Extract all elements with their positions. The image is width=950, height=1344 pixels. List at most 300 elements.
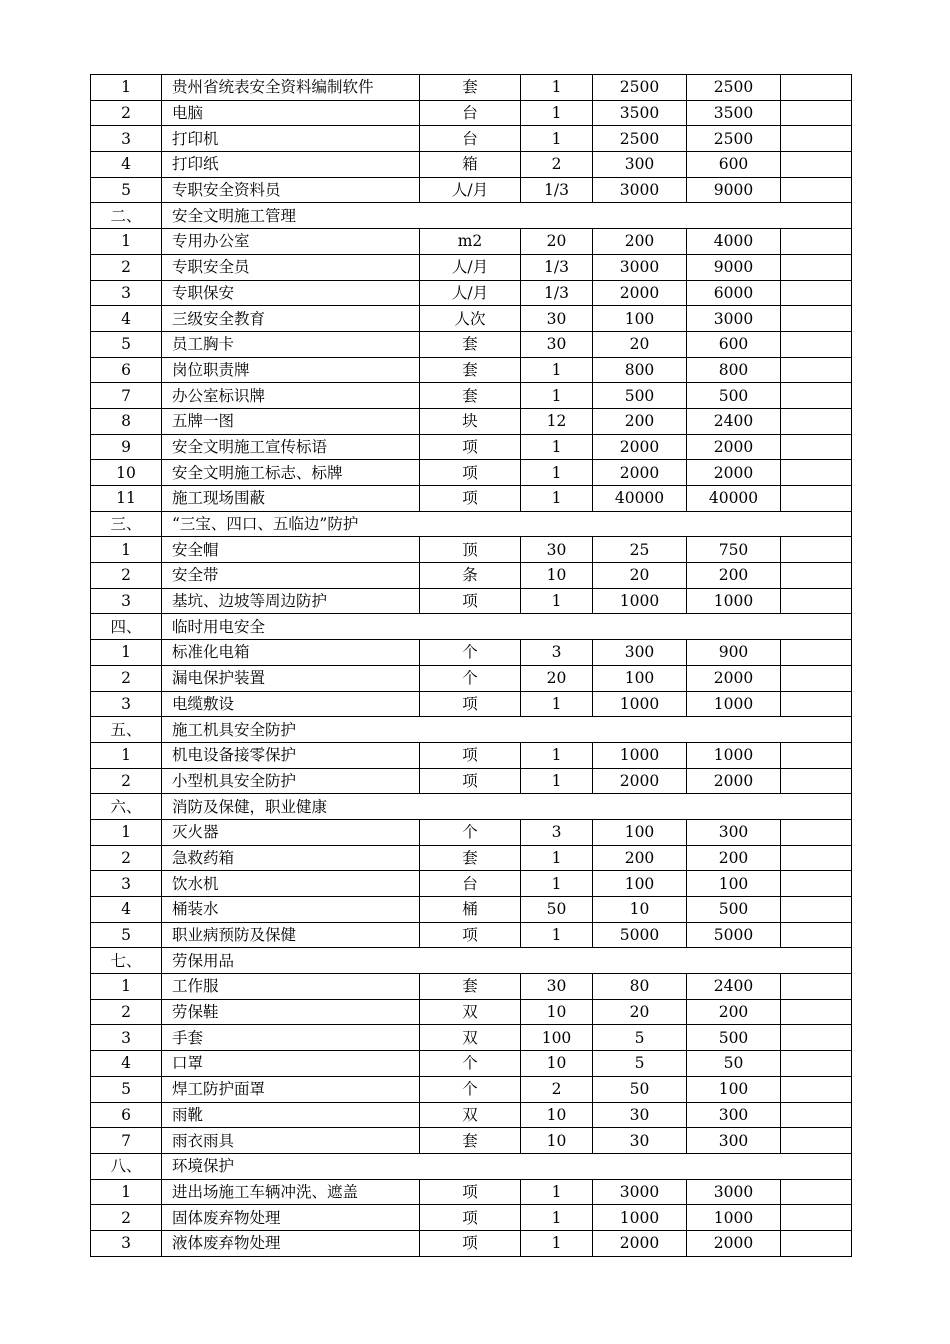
item-number: 4 (91, 306, 162, 332)
section-row (91, 717, 852, 743)
item-remark (781, 845, 852, 871)
item-remark (781, 1128, 852, 1154)
item-quantity: 1 (521, 75, 593, 101)
item-remark (781, 177, 852, 203)
item-number: 4 (91, 897, 162, 923)
section-number: 六、 (91, 794, 162, 820)
item-unit-price: 2000 (593, 280, 687, 306)
item-name: 打印纸 (162, 152, 420, 178)
item-quantity: 1 (521, 768, 593, 794)
item-unit-price: 25 (593, 537, 687, 563)
item-name: 劳保鞋 (162, 999, 420, 1025)
item-number: 5 (91, 177, 162, 203)
item-number: 1 (91, 819, 162, 845)
item-name: 漏电保护装置 (162, 665, 420, 691)
item-number: 5 (91, 922, 162, 948)
item-total: 9000 (687, 254, 781, 280)
item-total: 500 (687, 383, 781, 409)
item-remark (781, 665, 852, 691)
item-remark (781, 640, 852, 666)
item-total: 9000 (687, 177, 781, 203)
item-number: 3 (91, 280, 162, 306)
section-title: 消防及保健，职业健康 (162, 794, 852, 820)
item-number: 2 (91, 999, 162, 1025)
table-row (91, 922, 852, 948)
item-remark (781, 229, 852, 255)
item-name: 电缆敷设 (162, 691, 420, 717)
item-unit-price: 3000 (593, 177, 687, 203)
item-name: 施工现场围蔽 (162, 486, 420, 512)
item-unit-price: 300 (593, 640, 687, 666)
item-remark (781, 357, 852, 383)
item-unit-price: 500 (593, 383, 687, 409)
table-body (91, 75, 852, 1257)
table-row (91, 254, 852, 280)
item-total: 1000 (687, 742, 781, 768)
item-remark (781, 768, 852, 794)
item-quantity: 1 (521, 1179, 593, 1205)
item-quantity: 1/3 (521, 177, 593, 203)
table-row (91, 1076, 852, 1102)
section-number: 七、 (91, 948, 162, 974)
section-number: 五、 (91, 717, 162, 743)
table-row (91, 486, 852, 512)
item-number: 2 (91, 254, 162, 280)
item-quantity: 10 (521, 1051, 593, 1077)
item-unit-price: 2000 (593, 1230, 687, 1256)
item-number: 1 (91, 75, 162, 101)
item-number: 1 (91, 537, 162, 563)
item-unit: 顶 (420, 537, 521, 563)
item-unit-price: 100 (593, 306, 687, 332)
item-total: 3000 (687, 306, 781, 332)
item-unit-price: 2000 (593, 460, 687, 486)
item-unit-price: 1000 (593, 588, 687, 614)
table-row (91, 1179, 852, 1205)
item-quantity: 1 (521, 100, 593, 126)
item-quantity: 1 (521, 742, 593, 768)
item-number: 3 (91, 1230, 162, 1256)
item-remark (781, 974, 852, 1000)
item-remark (781, 563, 852, 589)
section-number: 四、 (91, 614, 162, 640)
table-row (91, 100, 852, 126)
item-unit-price: 5 (593, 1025, 687, 1051)
item-name: 急救药箱 (162, 845, 420, 871)
table-row (91, 1128, 852, 1154)
item-unit-price: 2000 (593, 434, 687, 460)
item-name: 电脑 (162, 100, 420, 126)
table-row (91, 460, 852, 486)
item-remark (781, 999, 852, 1025)
item-number: 3 (91, 691, 162, 717)
item-unit: 项 (420, 434, 521, 460)
item-total: 200 (687, 845, 781, 871)
item-unit: 套 (420, 357, 521, 383)
item-total: 4000 (687, 229, 781, 255)
item-total: 500 (687, 897, 781, 923)
item-total: 3000 (687, 1179, 781, 1205)
item-quantity: 1 (521, 126, 593, 152)
item-quantity: 1 (521, 691, 593, 717)
item-quantity: 1 (521, 922, 593, 948)
item-name: 手套 (162, 1025, 420, 1051)
table-row (91, 665, 852, 691)
item-remark (781, 1051, 852, 1077)
item-unit: 人/月 (420, 254, 521, 280)
item-total: 600 (687, 331, 781, 357)
item-number: 9 (91, 434, 162, 460)
item-number: 2 (91, 665, 162, 691)
table-row (91, 640, 852, 666)
item-total: 100 (687, 1076, 781, 1102)
item-unit-price: 10 (593, 897, 687, 923)
table-row (91, 152, 852, 178)
item-total: 2000 (687, 434, 781, 460)
item-remark (781, 280, 852, 306)
item-name: 灭火器 (162, 819, 420, 845)
item-quantity: 1 (521, 845, 593, 871)
item-unit-price: 20 (593, 331, 687, 357)
item-remark (781, 460, 852, 486)
item-name: 安全带 (162, 563, 420, 589)
item-remark (781, 152, 852, 178)
table-row (91, 229, 852, 255)
item-unit-price: 1000 (593, 742, 687, 768)
item-unit: 双 (420, 1025, 521, 1051)
item-number: 2 (91, 563, 162, 589)
section-title: 安全文明施工管理 (162, 203, 852, 229)
item-quantity: 20 (521, 665, 593, 691)
item-quantity: 100 (521, 1025, 593, 1051)
item-unit-price: 1000 (593, 691, 687, 717)
item-number: 11 (91, 486, 162, 512)
table-row (91, 999, 852, 1025)
section-number: 三、 (91, 511, 162, 537)
item-remark (781, 126, 852, 152)
item-unit: 台 (420, 126, 521, 152)
item-total: 200 (687, 563, 781, 589)
item-unit: 项 (420, 691, 521, 717)
table-row (91, 845, 852, 871)
item-unit: 桶 (420, 897, 521, 923)
item-quantity: 10 (521, 999, 593, 1025)
item-name: 办公室标识牌 (162, 383, 420, 409)
item-remark (781, 537, 852, 563)
item-unit: 条 (420, 563, 521, 589)
item-unit: 人/月 (420, 280, 521, 306)
item-remark (781, 100, 852, 126)
item-quantity: 1 (521, 460, 593, 486)
item-remark (781, 691, 852, 717)
item-unit: 套 (420, 845, 521, 871)
item-unit: 项 (420, 922, 521, 948)
table-row (91, 1025, 852, 1051)
table-row (91, 434, 852, 460)
item-remark (781, 871, 852, 897)
item-total: 2000 (687, 1230, 781, 1256)
item-unit: 个 (420, 1051, 521, 1077)
item-unit: 套 (420, 974, 521, 1000)
item-unit: 套 (420, 383, 521, 409)
item-number: 6 (91, 1102, 162, 1128)
item-unit: 套 (420, 75, 521, 101)
item-remark (781, 1102, 852, 1128)
item-total: 600 (687, 152, 781, 178)
item-total: 50 (687, 1051, 781, 1077)
item-unit-price: 30 (593, 1102, 687, 1128)
item-remark (781, 434, 852, 460)
item-total: 2000 (687, 460, 781, 486)
item-unit-price: 40000 (593, 486, 687, 512)
item-unit: 双 (420, 999, 521, 1025)
item-remark (781, 486, 852, 512)
item-unit-price: 200 (593, 845, 687, 871)
item-name: 专用办公室 (162, 229, 420, 255)
item-number: 6 (91, 357, 162, 383)
item-name: 员工胸卡 (162, 331, 420, 357)
item-number: 1 (91, 229, 162, 255)
item-quantity: 1 (521, 383, 593, 409)
item-number: 10 (91, 460, 162, 486)
table-row (91, 75, 852, 101)
item-number: 2 (91, 100, 162, 126)
item-quantity: 1 (521, 871, 593, 897)
item-remark (781, 1230, 852, 1256)
item-total: 300 (687, 819, 781, 845)
item-name: 雨靴 (162, 1102, 420, 1128)
item-total: 300 (687, 1128, 781, 1154)
item-quantity: 10 (521, 1102, 593, 1128)
item-remark (781, 254, 852, 280)
section-number: 八、 (91, 1153, 162, 1179)
item-quantity: 50 (521, 897, 593, 923)
item-remark (781, 819, 852, 845)
table-row (91, 819, 852, 845)
item-total: 3500 (687, 100, 781, 126)
item-unit-price: 3000 (593, 254, 687, 280)
item-number: 5 (91, 1076, 162, 1102)
item-remark (781, 742, 852, 768)
item-unit: 人次 (420, 306, 521, 332)
item-quantity: 10 (521, 1128, 593, 1154)
section-row (91, 511, 852, 537)
item-unit-price: 3500 (593, 100, 687, 126)
item-remark (781, 1076, 852, 1102)
item-remark (781, 408, 852, 434)
item-unit: 块 (420, 408, 521, 434)
table-row (91, 357, 852, 383)
table-row (91, 537, 852, 563)
item-number: 8 (91, 408, 162, 434)
item-name: 液体废弃物处理 (162, 1230, 420, 1256)
item-unit: 个 (420, 640, 521, 666)
item-unit: 项 (420, 742, 521, 768)
item-remark (781, 1025, 852, 1051)
item-number: 7 (91, 1128, 162, 1154)
item-total: 300 (687, 1102, 781, 1128)
item-unit: 项 (420, 1230, 521, 1256)
table-row (91, 897, 852, 923)
item-quantity: 30 (521, 974, 593, 1000)
item-unit: 项 (420, 486, 521, 512)
table-row (91, 768, 852, 794)
item-number: 2 (91, 768, 162, 794)
item-remark (781, 1205, 852, 1231)
item-unit: 套 (420, 331, 521, 357)
item-quantity: 30 (521, 331, 593, 357)
item-unit: 套 (420, 1128, 521, 1154)
item-total: 200 (687, 999, 781, 1025)
item-name: 五牌一图 (162, 408, 420, 434)
table-row (91, 1051, 852, 1077)
item-unit-price: 200 (593, 408, 687, 434)
item-quantity: 12 (521, 408, 593, 434)
item-unit: 个 (420, 665, 521, 691)
item-unit-price: 100 (593, 665, 687, 691)
item-quantity: 1 (521, 434, 593, 460)
item-number: 4 (91, 152, 162, 178)
table-row (91, 742, 852, 768)
item-total: 2500 (687, 75, 781, 101)
section-row (91, 203, 852, 229)
table-row (91, 1205, 852, 1231)
item-remark (781, 897, 852, 923)
item-name: 贵州省统表安全资料编制软件 (162, 75, 420, 101)
item-unit: 项 (420, 1179, 521, 1205)
item-remark (781, 1179, 852, 1205)
item-name: 小型机具安全防护 (162, 768, 420, 794)
item-number: 3 (91, 588, 162, 614)
table-row (91, 408, 852, 434)
item-quantity: 2 (521, 1076, 593, 1102)
item-total: 1000 (687, 691, 781, 717)
table-row (91, 588, 852, 614)
item-total: 2400 (687, 974, 781, 1000)
item-name: 桶装水 (162, 897, 420, 923)
item-total: 5000 (687, 922, 781, 948)
item-name: 基坑、边坡等周边防护 (162, 588, 420, 614)
item-remark (781, 383, 852, 409)
item-quantity: 1 (521, 1205, 593, 1231)
item-name: 安全帽 (162, 537, 420, 563)
item-total: 1000 (687, 588, 781, 614)
table-row (91, 280, 852, 306)
item-name: 专职保安 (162, 280, 420, 306)
item-unit: 台 (420, 871, 521, 897)
item-unit: 项 (420, 768, 521, 794)
item-unit-price: 5000 (593, 922, 687, 948)
item-quantity: 3 (521, 819, 593, 845)
item-name: 焊工防护面罩 (162, 1076, 420, 1102)
table-row (91, 1102, 852, 1128)
table-row (91, 1230, 852, 1256)
item-name: 职业病预防及保健 (162, 922, 420, 948)
item-number: 1 (91, 974, 162, 1000)
item-quantity: 30 (521, 306, 593, 332)
item-unit-price: 80 (593, 974, 687, 1000)
item-unit-price: 50 (593, 1076, 687, 1102)
section-row (91, 614, 852, 640)
item-name: 专职安全员 (162, 254, 420, 280)
item-name: 口罩 (162, 1051, 420, 1077)
item-number: 7 (91, 383, 162, 409)
item-quantity: 3 (521, 640, 593, 666)
item-unit: 人/月 (420, 177, 521, 203)
table-row (91, 383, 852, 409)
item-name: 机电设备接零保护 (162, 742, 420, 768)
item-name: 固体废弃物处理 (162, 1205, 420, 1231)
table-row (91, 871, 852, 897)
item-number: 3 (91, 1025, 162, 1051)
section-title: 临时用电安全 (162, 614, 852, 640)
item-name: 雨衣雨具 (162, 1128, 420, 1154)
item-total: 2400 (687, 408, 781, 434)
item-name: 安全文明施工标志、标牌 (162, 460, 420, 486)
item-name: 岗位职责牌 (162, 357, 420, 383)
table-row (91, 331, 852, 357)
item-quantity: 1 (521, 1230, 593, 1256)
item-number: 1 (91, 742, 162, 768)
item-unit-price: 20 (593, 563, 687, 589)
section-row (91, 794, 852, 820)
item-number: 5 (91, 331, 162, 357)
item-quantity: 1/3 (521, 280, 593, 306)
item-number: 4 (91, 1051, 162, 1077)
section-row (91, 948, 852, 974)
item-remark (781, 331, 852, 357)
item-unit-price: 2000 (593, 768, 687, 794)
item-unit: 项 (420, 1205, 521, 1231)
item-remark (781, 922, 852, 948)
item-unit-price: 2500 (593, 75, 687, 101)
item-unit-price: 2500 (593, 126, 687, 152)
item-name: 专职安全资料员 (162, 177, 420, 203)
item-name: 工作服 (162, 974, 420, 1000)
item-unit: m2 (420, 229, 521, 255)
item-unit: 个 (420, 819, 521, 845)
section-title: “三宝、四口、五临边”防护 (162, 511, 852, 537)
section-title: 施工机具安全防护 (162, 717, 852, 743)
item-quantity: 1/3 (521, 254, 593, 280)
item-total: 500 (687, 1025, 781, 1051)
item-number: 1 (91, 1179, 162, 1205)
item-unit-price: 200 (593, 229, 687, 255)
table-row (91, 306, 852, 332)
safety-budget-table (90, 74, 852, 1257)
item-quantity: 1 (521, 588, 593, 614)
item-total: 6000 (687, 280, 781, 306)
item-quantity: 1 (521, 357, 593, 383)
item-quantity: 1 (521, 486, 593, 512)
table-row (91, 126, 852, 152)
table-row (91, 563, 852, 589)
item-unit: 个 (420, 1076, 521, 1102)
item-unit: 台 (420, 100, 521, 126)
item-unit-price: 100 (593, 871, 687, 897)
item-total: 900 (687, 640, 781, 666)
section-row (91, 1153, 852, 1179)
item-total: 750 (687, 537, 781, 563)
item-remark (781, 75, 852, 101)
item-quantity: 2 (521, 152, 593, 178)
item-total: 1000 (687, 1205, 781, 1231)
item-unit-price: 800 (593, 357, 687, 383)
item-number: 2 (91, 845, 162, 871)
item-unit: 项 (420, 460, 521, 486)
table-row (91, 177, 852, 203)
item-unit-price: 20 (593, 999, 687, 1025)
